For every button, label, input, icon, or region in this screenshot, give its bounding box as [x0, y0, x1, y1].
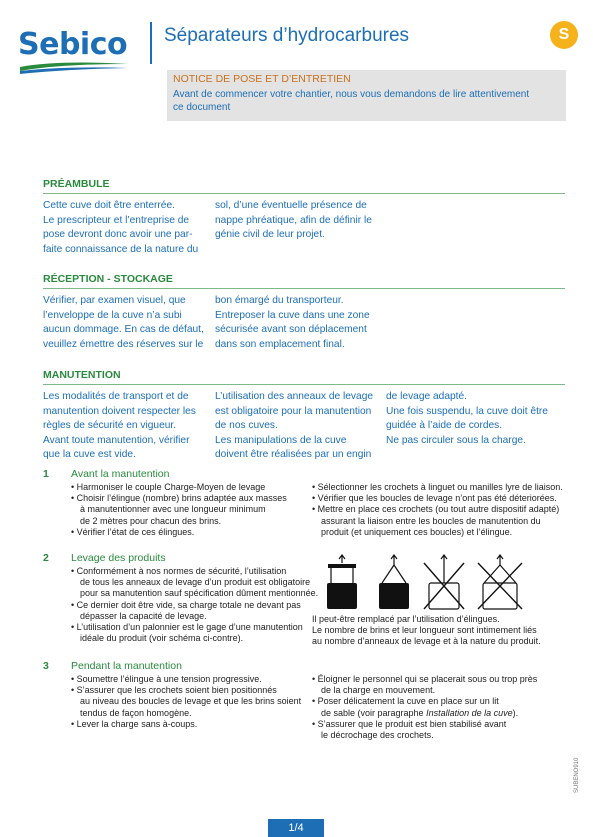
manutention-col-3	[386, 390, 548, 448]
page-number: 1/4	[268, 819, 324, 837]
bullet-line: • Conformément à nos normes de sécurité, l’utilisation	[71, 566, 287, 576]
document-reference: SUBENO910	[574, 757, 580, 793]
step-1-right-list	[312, 482, 563, 538]
text-line: que la cuve est vide.	[43, 449, 136, 460]
manutention-col-2	[215, 390, 373, 463]
manutention-col-1	[43, 390, 196, 463]
bullet-line: • Vérifier l’état de ces élingues.	[71, 526, 195, 537]
text-line: pose devront donc avoir une par-	[43, 229, 193, 240]
bullet-line: de 2 mètres pour chacun des brins.	[80, 515, 222, 526]
notice-text	[173, 88, 553, 114]
text-line: de levage adapté.	[386, 391, 468, 402]
text-line: est obligatoire pour la manutention	[215, 405, 372, 417]
lifting-beam-ok-icon	[327, 555, 357, 609]
step-1-title: Avant la manutention	[71, 468, 170, 480]
text-line: Une fois suspendu, la cuve doit être	[386, 405, 548, 417]
bullet-line: de la charge en mouvement.	[321, 685, 436, 696]
step-3-right-list	[312, 674, 537, 741]
bullet-line: • Harmoniser le couple Charge-Moyen de levage	[71, 482, 266, 492]
text-line: sécurisée avant son déplacement	[215, 324, 367, 335]
bullet-line: pour sa manutention sauf spécification dûment mentionnée.	[80, 588, 319, 599]
bullet-line: tendus de façon homogène.	[80, 707, 192, 718]
step-2-left-list	[71, 566, 318, 644]
manutention-rule	[43, 384, 565, 385]
text-line: faite connaissance de la nature du	[43, 243, 199, 255]
reception-col-2	[215, 294, 370, 352]
notice-line-2: ce document	[173, 102, 231, 113]
preambule-rule	[43, 193, 565, 194]
text-line: doivent être réalisées par un engin	[215, 449, 372, 460]
text-line: Ne pas circuler sous la charge.	[386, 434, 526, 446]
bullet-line: Le nombre de brins et leur longueur sont intimement liés	[312, 625, 537, 636]
wide-sling-forbidden-icon	[478, 555, 522, 609]
bullet-line: assurant la liaison entre les boucles de manutention du	[321, 515, 541, 526]
step-3-title: Pendant la manutention	[71, 660, 182, 672]
step-3-number: 3	[43, 660, 49, 672]
text-line: règles de sécurité en vigueur.	[43, 420, 177, 431]
text-line: génie civil de leur projet.	[215, 229, 325, 240]
text-line: aucun dommage. En cas de défaut,	[43, 324, 204, 335]
text-line: dans son emplacement final.	[215, 338, 345, 350]
bullet-line: • Lever la charge sans à-coups.	[71, 718, 198, 729]
bullet-line: • Choisir l’élingue (nombre) brins adaptée aux masses	[71, 493, 287, 504]
text-line: l’enveloppe de la cuve n’a subi	[43, 309, 182, 321]
text-line: Avant toute manutention, vérifier	[43, 434, 190, 446]
step-2-right-list	[312, 614, 541, 648]
preambule-title: PRÉAMBULE	[43, 178, 110, 190]
bullet-line: • Éloigner le personnel qui se placerait sous ou trop près	[312, 674, 538, 684]
text-line: Entreposer la cuve dans une zone	[215, 309, 370, 321]
italic-reference: Installation de la cuve	[426, 707, 513, 718]
bullet-line: • S’assurer que les crochets soient bien positionnés	[71, 685, 277, 696]
sebico-logo: Sebico	[18, 27, 128, 62]
bullet-line: • L’utilisation d’un palonnier est le gage d’une manutention	[71, 622, 303, 633]
bullet-line: au niveau des boucles de levage et que les brins soient	[80, 696, 302, 707]
notice-line-1: Avant de commencer votre chantier, nous vous demandons de lire attentivement	[173, 89, 530, 100]
text-line: sol, d’une éventuelle présence de	[215, 200, 367, 211]
bullet-line: idéale du produit (voir schéma ci-contre).	[80, 633, 244, 644]
text-line: bon émargé du transporteur.	[215, 295, 344, 306]
bullet-line: de tous les anneaux de levage d’un produit est obligatoire	[80, 577, 311, 588]
text-line: Vérifier, par examen visuel, que	[43, 295, 186, 306]
bullet-line: • S’assurer que le produit est bien stabilisé avant	[312, 718, 507, 729]
section-badge: S	[550, 21, 578, 49]
bullet-line: produit (et uniquement ces boucles) et l’élingue.	[321, 526, 513, 537]
step-3-left-list	[71, 674, 301, 730]
header-divider	[150, 22, 152, 64]
step-2-number: 2	[43, 552, 49, 564]
bullet-line: • Ce dernier doit être vide, sa charge totale ne devant pas	[71, 599, 301, 610]
preambule-col-1	[43, 199, 198, 257]
bullet-line: de sable (voir paragraphe Installation de la cuve).	[321, 707, 519, 718]
bullet-line: • Mettre en place ces crochets (ou tout autre dispositif adapté)	[312, 504, 560, 515]
bullet-line: le décrochage des crochets.	[321, 730, 434, 741]
notice-box	[167, 70, 566, 121]
reception-col-1	[43, 294, 204, 352]
text-line: L’utilisation des anneaux de levage	[215, 391, 374, 402]
step-1-number: 1	[43, 468, 49, 480]
text-line: de nos cuves.	[215, 420, 278, 431]
lifting-pictograms	[322, 553, 536, 611]
bullet-line: • Poser délicatement la cuve en place sur un lit	[312, 696, 499, 707]
single-sling-forbidden-icon	[424, 555, 464, 609]
text-line: guidée à l’aide de cordes.	[386, 420, 503, 431]
text-line: Les manipulations de la cuve	[215, 434, 347, 446]
logo-swoosh-icon	[18, 60, 130, 74]
reception-rule	[43, 288, 565, 289]
bullet-line: dépasser la capacité de levage.	[80, 610, 207, 621]
step-2-title: Levage des produits	[71, 552, 166, 564]
text-line: nappe phréatique, afin de définir le	[215, 214, 372, 226]
step-1-left-list	[71, 482, 287, 538]
notice-title: NOTICE DE POSE ET D’ENTRETIEN	[173, 73, 351, 85]
bullet-line: Il peut-être remplacé par l’utilisation d’élingues.	[312, 614, 500, 624]
two-slings-ok-icon	[379, 555, 409, 609]
text-line: manutention doivent respecter les	[43, 405, 196, 417]
bullet-line: • Vérifier que les boucles de levage n’ont pas été déteriorées.	[312, 493, 557, 504]
text-line: Le prescripteur et l’entreprise de	[43, 214, 190, 226]
manutention-title: MANUTENTION	[43, 369, 121, 381]
bullet-line: • Sélectionner les crochets à linguet ou manilles lyre de liaison.	[312, 482, 563, 492]
reception-title: RÉCEPTION - STOCKAGE	[43, 273, 173, 285]
bullet-line: à manutentionner avec une longueur minimum	[80, 504, 266, 515]
page-title: Séparateurs d’hydrocarbures	[164, 25, 410, 46]
bullet-line: • Soumettre l’élingue à une tension progressive.	[71, 674, 262, 684]
text-line: veuillez émettre des réserves sur le	[43, 338, 204, 350]
text-line: Cette cuve doit être enterrée.	[43, 200, 175, 211]
preambule-col-2	[215, 199, 372, 243]
text-line: Les modalités de transport et de	[43, 391, 189, 402]
bullet-line: au nombre d’anneaux de levage et à la nature du produit.	[312, 636, 541, 647]
